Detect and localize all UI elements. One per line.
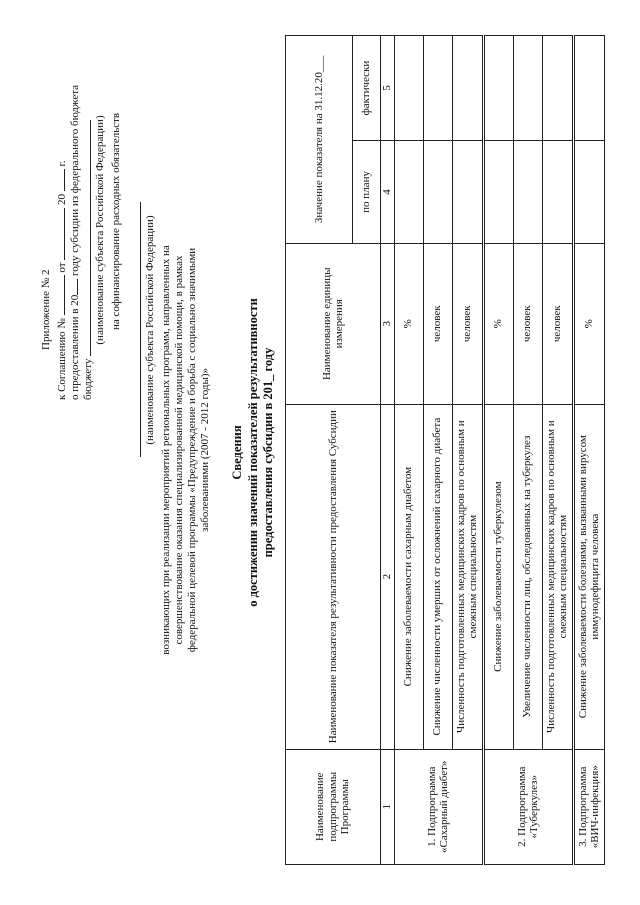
plan-value-cell [542, 141, 573, 244]
unit-cell: человек [542, 243, 573, 404]
indicator-cell: Увеличение численности лиц, обследованных на туберкулез [513, 404, 542, 749]
agreement-g: г. [56, 160, 68, 167]
actual-value-cell [483, 36, 513, 141]
subject-name-blank [130, 202, 141, 457]
actual-value-cell [573, 36, 604, 141]
document-title: Сведения [230, 425, 244, 480]
header-unit: Наименование единицы измерения [286, 243, 381, 404]
table-row [452, 36, 483, 865]
table-row [573, 36, 604, 865]
indicator-cell: Численность подготовленных медицинских кадров по основным и смежным специальностям [542, 404, 573, 749]
document-subtitle: о достижении значений показателей результативности [246, 298, 260, 607]
plan-value-cell [423, 141, 452, 244]
header-actual: фактически [353, 36, 381, 141]
table-row [423, 36, 452, 865]
col-number: 5 [381, 36, 395, 141]
subsidy-line-b: году субсидии из федерального бюджета [69, 84, 81, 277]
agreement-number-blank [54, 275, 65, 315]
plan-value-cell [394, 141, 423, 244]
actual-value-cell [394, 36, 423, 141]
indicator-cell: Снижение численности умерших от осложнений сахарного диабета [423, 404, 452, 749]
table-number-row [381, 36, 395, 865]
actual-value-cell [542, 36, 573, 141]
subsidy-line-a: о предоставлении в 20 [69, 294, 81, 400]
actual-value-cell [513, 36, 542, 141]
cofinancing-line: на софинансирование расходных обязательств [110, 112, 122, 330]
purpose-line: возникающих при реализации мероприятий региональных программ, направленных на [160, 245, 172, 655]
actual-value-cell [452, 36, 483, 141]
unit-cell: % [394, 243, 423, 404]
header-value-group: Значение показателя на 31.12.20___ [286, 36, 353, 244]
col-number: 3 [381, 243, 395, 404]
unit-cell: % [573, 243, 604, 404]
unit-cell: % [483, 243, 513, 404]
indicator-cell: Снижение заболеваемости туберкулезом [483, 404, 513, 749]
col-number: 1 [381, 749, 395, 864]
plan-value-cell [452, 141, 483, 244]
agreement-date-blank [54, 208, 65, 260]
header-indicator: Наименование показателя результативности предоставления Субсидии [286, 404, 381, 749]
document-subtitle-2: предоставления субсидии в 201_ году [261, 347, 275, 558]
col-number: 4 [381, 141, 395, 244]
plan-value-cell [483, 141, 513, 244]
unit-cell: человек [452, 243, 483, 404]
purpose-block [160, 170, 212, 730]
appendix-label: Приложение № 2 [40, 269, 52, 350]
plan-value-cell [513, 141, 542, 244]
header-plan: по плану [353, 141, 381, 244]
header-subprogram: Наименование подпрограммы Программы [286, 749, 381, 864]
table-row [542, 36, 573, 865]
indicators-table [285, 35, 605, 865]
agreement-year: 20 [56, 193, 68, 205]
indicator-cell: Снижение заболеваемости болезнями, вызванными вирусом иммунодефицита человека [573, 404, 604, 749]
purpose-line: федеральной целевой программы «Предупреждение и борьба с социально значимыми [186, 247, 198, 653]
subsidy-year-blank [67, 279, 78, 295]
subprogram-cell: 1. Подпрограмма «Сахарный диабет» [394, 749, 483, 864]
subprogram-cell: 3. Подпрограмма «ВИЧ-инфекция» [573, 749, 604, 864]
col-number: 2 [381, 404, 395, 749]
budget-subject-blank [80, 120, 91, 356]
indicator-cell: Численность подготовленных медицинских кадров по основным и смежным специальностям [452, 404, 483, 749]
budget-word: бюджету [82, 358, 94, 400]
subject-name-caption-2: (наименование субъекта Российской Федерации) [144, 215, 156, 445]
subject-blank-line [130, 202, 145, 457]
table-row [394, 36, 423, 865]
table-row [483, 36, 513, 865]
budget-line [80, 120, 95, 400]
purpose-line: заболеваниями (2007 - 2012 годы)» [199, 367, 211, 533]
subject-name-caption: (наименование субъекта Российской Федерации) [94, 115, 106, 345]
actual-value-cell [423, 36, 452, 141]
agreement-prefix: к Соглашению № [56, 318, 68, 400]
agreement-year-blank [54, 169, 65, 191]
indicator-cell: Снижение заболеваемости сахарным диабетом [394, 404, 423, 749]
plan-value-cell [573, 141, 604, 244]
subprogram-cell: 2. Подпрограмма «Туберкулез» [483, 749, 573, 864]
unit-cell: человек [423, 243, 452, 404]
unit-cell: человек [513, 243, 542, 404]
table-header-row [286, 36, 353, 865]
agreement-from: от [56, 262, 68, 273]
purpose-line: совершенствование оказания специализированной медицинской помощи, в рамках [173, 255, 185, 645]
table-row [513, 36, 542, 865]
